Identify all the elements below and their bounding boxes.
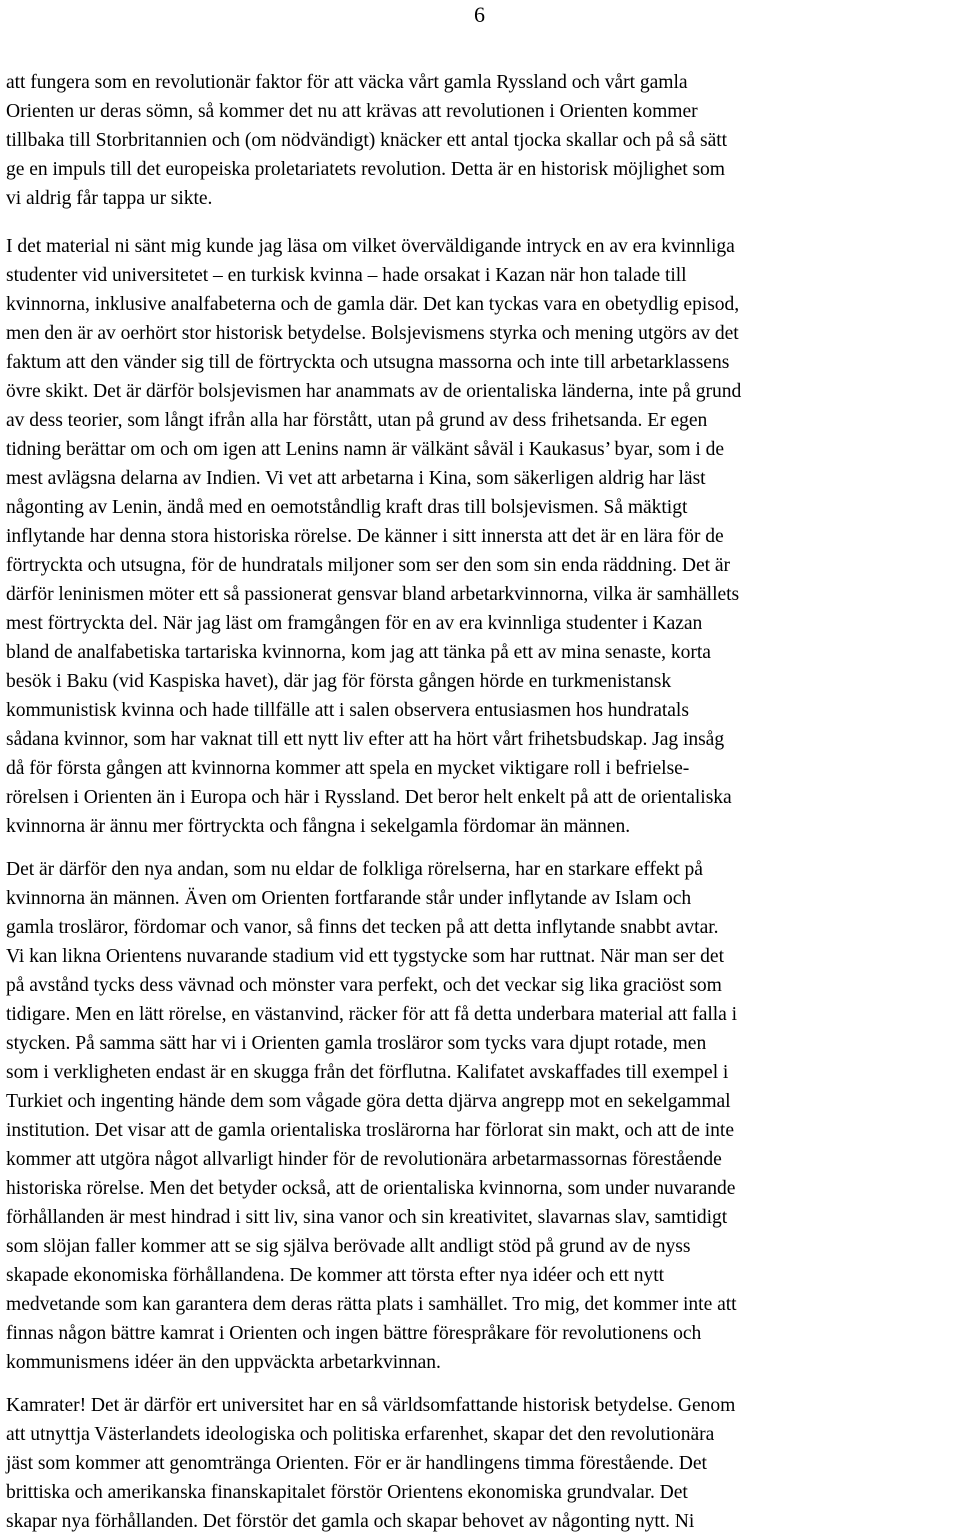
- text-line: I det material ni sänt mig kunde jag läsa om vilket överväldigande intryck en av era kvinnliga: [6, 236, 735, 257]
- text-line: skapar nya förhållanden. Det förstör det gamla och skapar behovet av någonting nytt. Ni: [6, 1511, 695, 1532]
- text-line: att fungera som en revolutionär faktor för att väcka vårt gamla Ryssland och vårt gamla: [6, 72, 688, 93]
- text-line: som slöjan faller kommer att se sig själva berövade allt andligt stöd på grund av de nyss: [6, 1236, 691, 1257]
- page-number: 6: [474, 2, 485, 27]
- text-line: Orienten ur deras sömn, så kommer det nu att krävas att revolutionen i Orienten kommer: [6, 101, 698, 122]
- text-line: tidigare. Men en lätt rörelse, en västanvind, räcker för att få detta underbara material att falla i: [6, 1004, 738, 1025]
- text-line: historiska rörelse. Men det betyder också, att de orientaliska kvinnorna, som under nuvarande: [6, 1178, 736, 1199]
- text-line: därför leninismen möter ett så passionerat gensvar bland arbetarkvinnorna, vilka är samhällets: [6, 584, 740, 605]
- text-line: finnas någon bättre kamrat i Orienten och ingen bättre förespråkare för revolutionens och: [6, 1323, 702, 1344]
- text-line: men den är av oerhört stor historisk betydelse. Bolsjevismens styrka och mening utgörs av det: [6, 323, 739, 344]
- text-line: inflytande har denna stora historiska rörelse. De känner i sitt innersta att det är en lära för de: [6, 526, 724, 547]
- text-line: institution. Det visar att de gamla orientaliska troslärorna har förlorat sin makt, och att de inte: [6, 1120, 734, 1141]
- paragraph-3: [6, 855, 960, 1377]
- text-line: Det är därför den nya andan, som nu eldar de folkliga rörelserna, har en starkare effekt på: [6, 859, 703, 880]
- text-line: kvinnorna än männen. Även om Orienten fortfarande står under inflytande av Islam och: [6, 888, 692, 909]
- text-line: kommunistisk kvinna och hade tillfälle att i salen observera entusiasmen hos hundratals: [6, 700, 689, 721]
- text-line: bland de analfabetiska tartariska kvinnorna, kom jag att tänka på ett av mina senaste, korta: [6, 642, 711, 663]
- text-line: faktum att den vänder sig till de förtryckta och utsugna massorna och inte till arbetarklassens: [6, 352, 730, 373]
- text-line: skapade ekonomiska förhållandena. De kommer att törsta efter nya idéer och ett nytt: [6, 1265, 664, 1286]
- text-line: kommer att utgöra något allvarligt hinder för de revolutionära arbetarmassornas förestående: [6, 1149, 722, 1170]
- text-line: brittiska och amerikanska finanskapitalet förstör Orientens ekonomiska grundvalar. Det: [6, 1482, 688, 1503]
- text-line: besök i Baku (vid Kaspiska havet), där jag för första gången hörde en turkmenistansk: [6, 671, 672, 692]
- paragraph-1: [6, 68, 960, 213]
- text-line: tillbaka till Storbritannien och (om nödvändigt) knäcker ett antal tjocka skallar och på så sätt: [6, 130, 728, 151]
- text-line: då för första gången att kvinnorna kommer att spela en mycket viktigare roll i befrielse-: [6, 758, 690, 779]
- text-line: mest förtryckta del. När jag läst om framgången för en av era kvinnliga studenter i Kazan: [6, 613, 703, 634]
- text-line: av dess teorier, som långt ifrån alla har förstått, utan på grund av dess frihetsanda. Er egen: [6, 410, 708, 431]
- text-line: Kamrater! Det är därför ert universitet har en så världsomfattande historisk betydelse. Genom: [6, 1395, 736, 1416]
- text-line: medvetande som kan garantera dem deras rätta plats i samhället. Tro mig, det kommer inte att: [6, 1294, 737, 1315]
- text-line: kommunismens idéer än den uppväckta arbetarkvinnan.: [6, 1352, 441, 1373]
- paragraph-4: [6, 1391, 960, 1535]
- text-line: någonting av Lenin, ändå med en oemotståndlig kraft dras till bolsjevismen. Så mäktigt: [6, 497, 688, 518]
- text-line: gamla trosläror, fördomar och vanor, så finns det tecken på att detta inflytande snabbt avtar.: [6, 917, 719, 938]
- text-line: stycken. På samma sätt har vi i Orienten gamla trosläror som tycks vara djupt rotade, men: [6, 1033, 707, 1054]
- text-line: ge en impuls till det europeiska proletariatets revolution. Detta är en historisk möjlighet som: [6, 159, 725, 180]
- text-line: sådana kvinnor, som har vaknat till ett nytt liv efter att ha hört vårt frihetsbudskap. Jag insåg: [6, 729, 725, 750]
- text-line: studenter vid universitetet – en turkisk kvinna – hade orsakat i Kazan när hon talade till: [6, 265, 687, 286]
- text-line: förtryckta och utsugna, för de hundratals miljoner som ser den som sin enda räddning. Det är: [6, 555, 730, 576]
- text-line: jäst som kommer att genomtränga Orienten. För er är handlingens timma förestående. Det: [6, 1453, 707, 1474]
- text-line: övre skikt. Det är därför bolsjevismen har anammats av de orientaliska länderna, inte på grund: [6, 381, 742, 402]
- text-line: kvinnorna, inklusive analfabeterna och de gamla där. Det kan tyckas vara en obetydlig episod,: [6, 294, 740, 315]
- paragraph-2: [6, 232, 960, 841]
- text-line: som i verkligheten endast är en skugga från det förflutna. Kalifatet avskaffades till exempel i: [6, 1062, 729, 1083]
- text-line: på avstånd tycks dess vävnad och mönster vara perfekt, och det veckar sig lika graciöst som: [6, 975, 722, 996]
- text-line: Vi kan likna Orientens nuvarande stadium vid ett tygstycke som har ruttnat. När man ser det: [6, 946, 724, 967]
- text-line: Turkiet och ingenting hände dem som vågade göra detta djärva angrepp mot en sekelgammal: [6, 1091, 731, 1112]
- text-line: mest avlägsna delarna av Indien. Vi vet att arbetarna i Kina, som säkerligen aldrig har läst: [6, 468, 706, 489]
- text-line: kvinnorna är ännu mer förtryckta och fångna i sekelgamla fördomar än männen.: [6, 816, 631, 837]
- text-line: vi aldrig får tappa ur sikte.: [6, 188, 213, 209]
- text-line: tidning berättar om och om igen att Lenins namn är välkänt såväl i Kaukasus’ byar, som i de: [6, 439, 724, 460]
- text-line: rörelsen i Orienten än i Europa och här i Ryssland. Det beror helt enkelt på att de orientaliska: [6, 787, 732, 808]
- text-line: att utnyttja Västerlandets ideologiska och politiska erfarenhet, skapar det den revolutionära: [6, 1424, 715, 1445]
- text-line: förhållanden är mest hindrad i sitt liv, sina vanor och sin kreativitet, slavarnas slav, samtidigt: [6, 1207, 728, 1228]
